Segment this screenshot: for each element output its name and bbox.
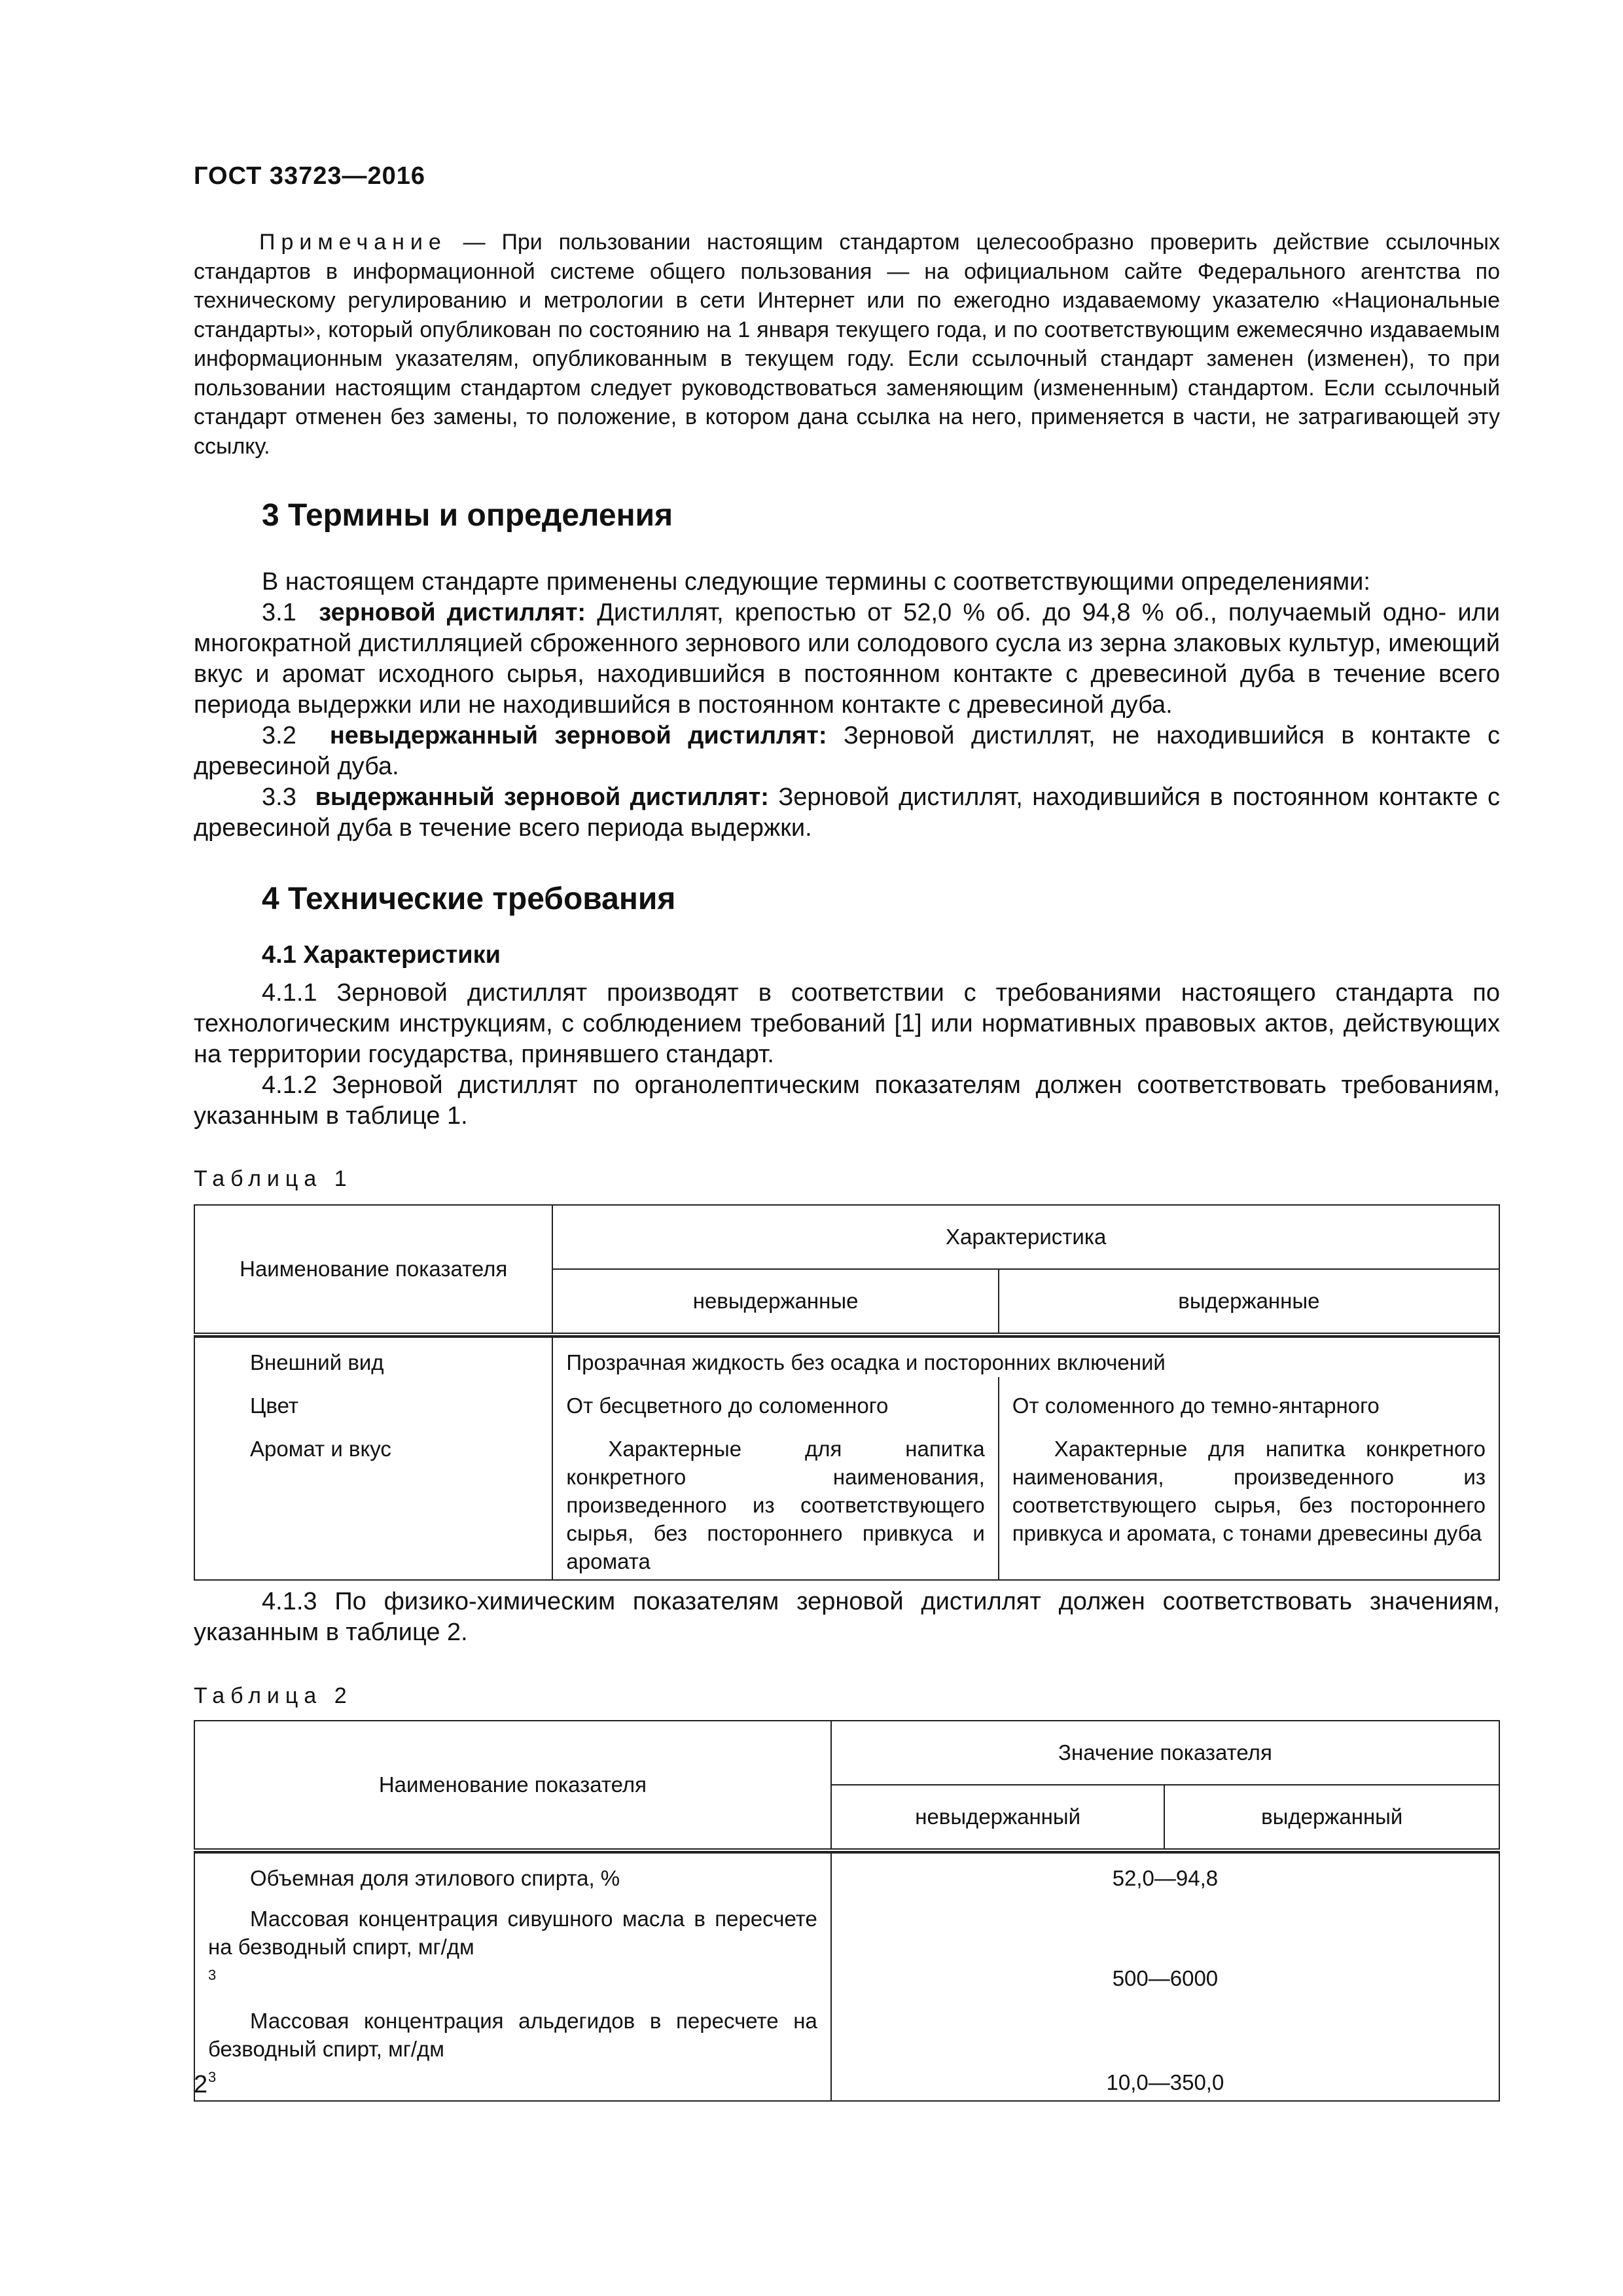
table-2-caption: Таблица 2 [194, 1683, 353, 1708]
t2-r1-name-cell [194, 1853, 831, 1893]
t1-r3-aged: Характерные для напитка конкретного наименования, произведенного из соответствующего сырья, без постороннего привкуса и аромата, с тонами древесины дуба [1012, 1437, 1486, 1545]
term-3-3-num: 3.3 [262, 783, 296, 811]
t2-r1-name: Объемная доля этилового спирта, % [250, 1866, 620, 1890]
t2-header-aged: выдержанный [1164, 1785, 1499, 1850]
t1-r3-unaged-cell [552, 1420, 998, 1580]
t1-r3-name: Аромат и вкус [194, 1420, 552, 1580]
t2-r3-name: Массовая концентрация альдегидов в пересчете на безводный спирт, мг/дм [208, 2009, 817, 2061]
t1-row-color [194, 1377, 1499, 1420]
term-3-3 [194, 782, 1500, 844]
term-3-2 [194, 721, 1500, 782]
t2-r3-name-cell [194, 1995, 831, 2101]
term-3-1-term: зерновой дистиллят: [319, 599, 586, 626]
t2-row-aldehydes [194, 1995, 1499, 2101]
section-4-title: 4 Технические требования [262, 882, 676, 916]
note-label: Примечание [259, 230, 447, 255]
section-3-title: 3 Термины и определения [262, 498, 673, 533]
t2-r2-sup: 3 [208, 1967, 217, 1983]
t1-r2-unaged: От бесцветного до соломенного [552, 1377, 998, 1420]
document-header: ГОСТ 33723—2016 [194, 162, 426, 190]
term-3-2-term: невыдержанный зерновой дистиллят: [329, 722, 827, 749]
t1-row-aroma [194, 1420, 1499, 1580]
t1-header-name: Наименование показателя [194, 1205, 552, 1335]
t1-row-appearance [194, 1337, 1499, 1377]
t1-r2-aged: От соломенного до темно-янтарного [999, 1377, 1499, 1420]
term-3-2-def: Зерновой дистиллят, не находившийся в контакте с древесиной дуба. [194, 722, 1500, 780]
t1-r1-value: Прозрачная жидкость без осадка и посторонних включений [552, 1337, 1499, 1377]
term-3-1-num: 3.1 [262, 599, 296, 626]
t2-r1-value: 52,0—94,8 [831, 1853, 1499, 1893]
t2-r2-name-cell [194, 1893, 831, 1995]
t2-r2-value: 500—6000 [831, 1893, 1499, 1995]
section-4-body [194, 978, 1500, 1132]
t1-header-aged: выдержанные [999, 1269, 1499, 1335]
table-1 [194, 1204, 1500, 1581]
note-text: — При пользовании настоящим стандартом целесообразно проверить действие ссылочных стандартов в информационной системе общего пользования — на официальном сайте Федерального агентства по техническому регулированию и метрологии в сети Интернет или по ежегодно издаваемому указателю «Национальные стандарты», который опубликован по состоянию на 1 января текущего года, и по соответствующим ежемесячно издаваемым информационным указателям, опубликованным в текущем году. Если ссылочный стандарт заменен (изменен), то при пользовании настоящим стандартом следует руководствоваться заменяющим (измененным) стандартом. Если ссылочный стандарт отменен без замены, то положение, в котором дана ссылка на него, применяется в части, не затрагивающей эту ссылку. [194, 230, 1500, 459]
t1-header-unaged: невыдержанные [552, 1269, 998, 1335]
term-3-2-num: 3.2 [262, 722, 296, 749]
term-3-1-def: Дистиллят, крепостью от 52,0 % об. до 94,8 % об., получаемый одно- или многократной дистилляцией сброженного зернового или солодового сусла из зерна злаковых культур, имеющий вкус и аромат исходного сырья, находившийся в постоянном контакте с древесиной дуба в течение всего периода выдержки или не находившийся в постоянном контакте с древесиной дуба. [194, 599, 1500, 719]
term-3-3-term: выдержанный зерновой дистиллят: [315, 783, 769, 811]
t1-r3-unaged: Характерные для напитка конкретного наименования, произведенного из соответствующего сырья, без постороннего привкуса и аромата [566, 1437, 985, 1573]
para-4-1-1: 4.1.1 Зерновой дистиллят производят в соответствии с требованиями настоящего стандарта по технологическим инструкциям, с соблюдением требований [1] или нормативных правовых актов, действующих на территории государства, принявшего стандарт. [194, 979, 1500, 1068]
section-4-body-2 [194, 1587, 1500, 1648]
t2-r3-sup: 3 [208, 2069, 217, 2085]
t2-header-name: Наименование показателя [194, 1721, 831, 1850]
t2-row-fusel [194, 1893, 1499, 1995]
t1-header-characteristic: Характеристика [552, 1205, 1499, 1269]
t1-r3-aged-cell [999, 1420, 1499, 1580]
section-4-1-title: 4.1 Характеристики [262, 941, 501, 969]
para-4-1-3: 4.1.3 По физико-химическим показателям зерновой дистиллят должен соответствовать значениям, указанным в таблице 2. [194, 1588, 1500, 1646]
t1-r2-name: Цвет [194, 1377, 552, 1420]
table-1-caption: Таблица 1 [194, 1166, 353, 1191]
term-3-3-def: Зерновой дистиллят, находившийся в постоянном контакте с древесиной дуба в течение всего периода выдержки. [194, 783, 1501, 842]
page-number: 2 [194, 2071, 208, 2098]
t2-r2-name: Массовая концентрация сивушного масла в пересчете на безводный спирт, мг/дм [208, 1907, 817, 1959]
t2-header-unaged: невыдержанный [831, 1785, 1165, 1850]
para-4-1-2: 4.1.2 Зерновой дистиллят по органолептическим показателям должен соответствовать требованиям, указанным в таблице 1. [194, 1071, 1500, 1130]
section-3-intro: В настоящем стандарте применены следующие термины с соответствующими определениями: [262, 568, 1370, 596]
section-3-body [194, 567, 1500, 844]
t2-row-ethanol [194, 1853, 1499, 1893]
t2-header-value: Значение показателя [831, 1721, 1499, 1785]
t1-r1-name: Внешний вид [194, 1337, 552, 1377]
note-block [194, 228, 1500, 461]
table-2 [194, 1720, 1500, 2102]
term-3-1 [194, 598, 1500, 721]
t2-r3-value: 10,0—350,0 [831, 1995, 1499, 2101]
